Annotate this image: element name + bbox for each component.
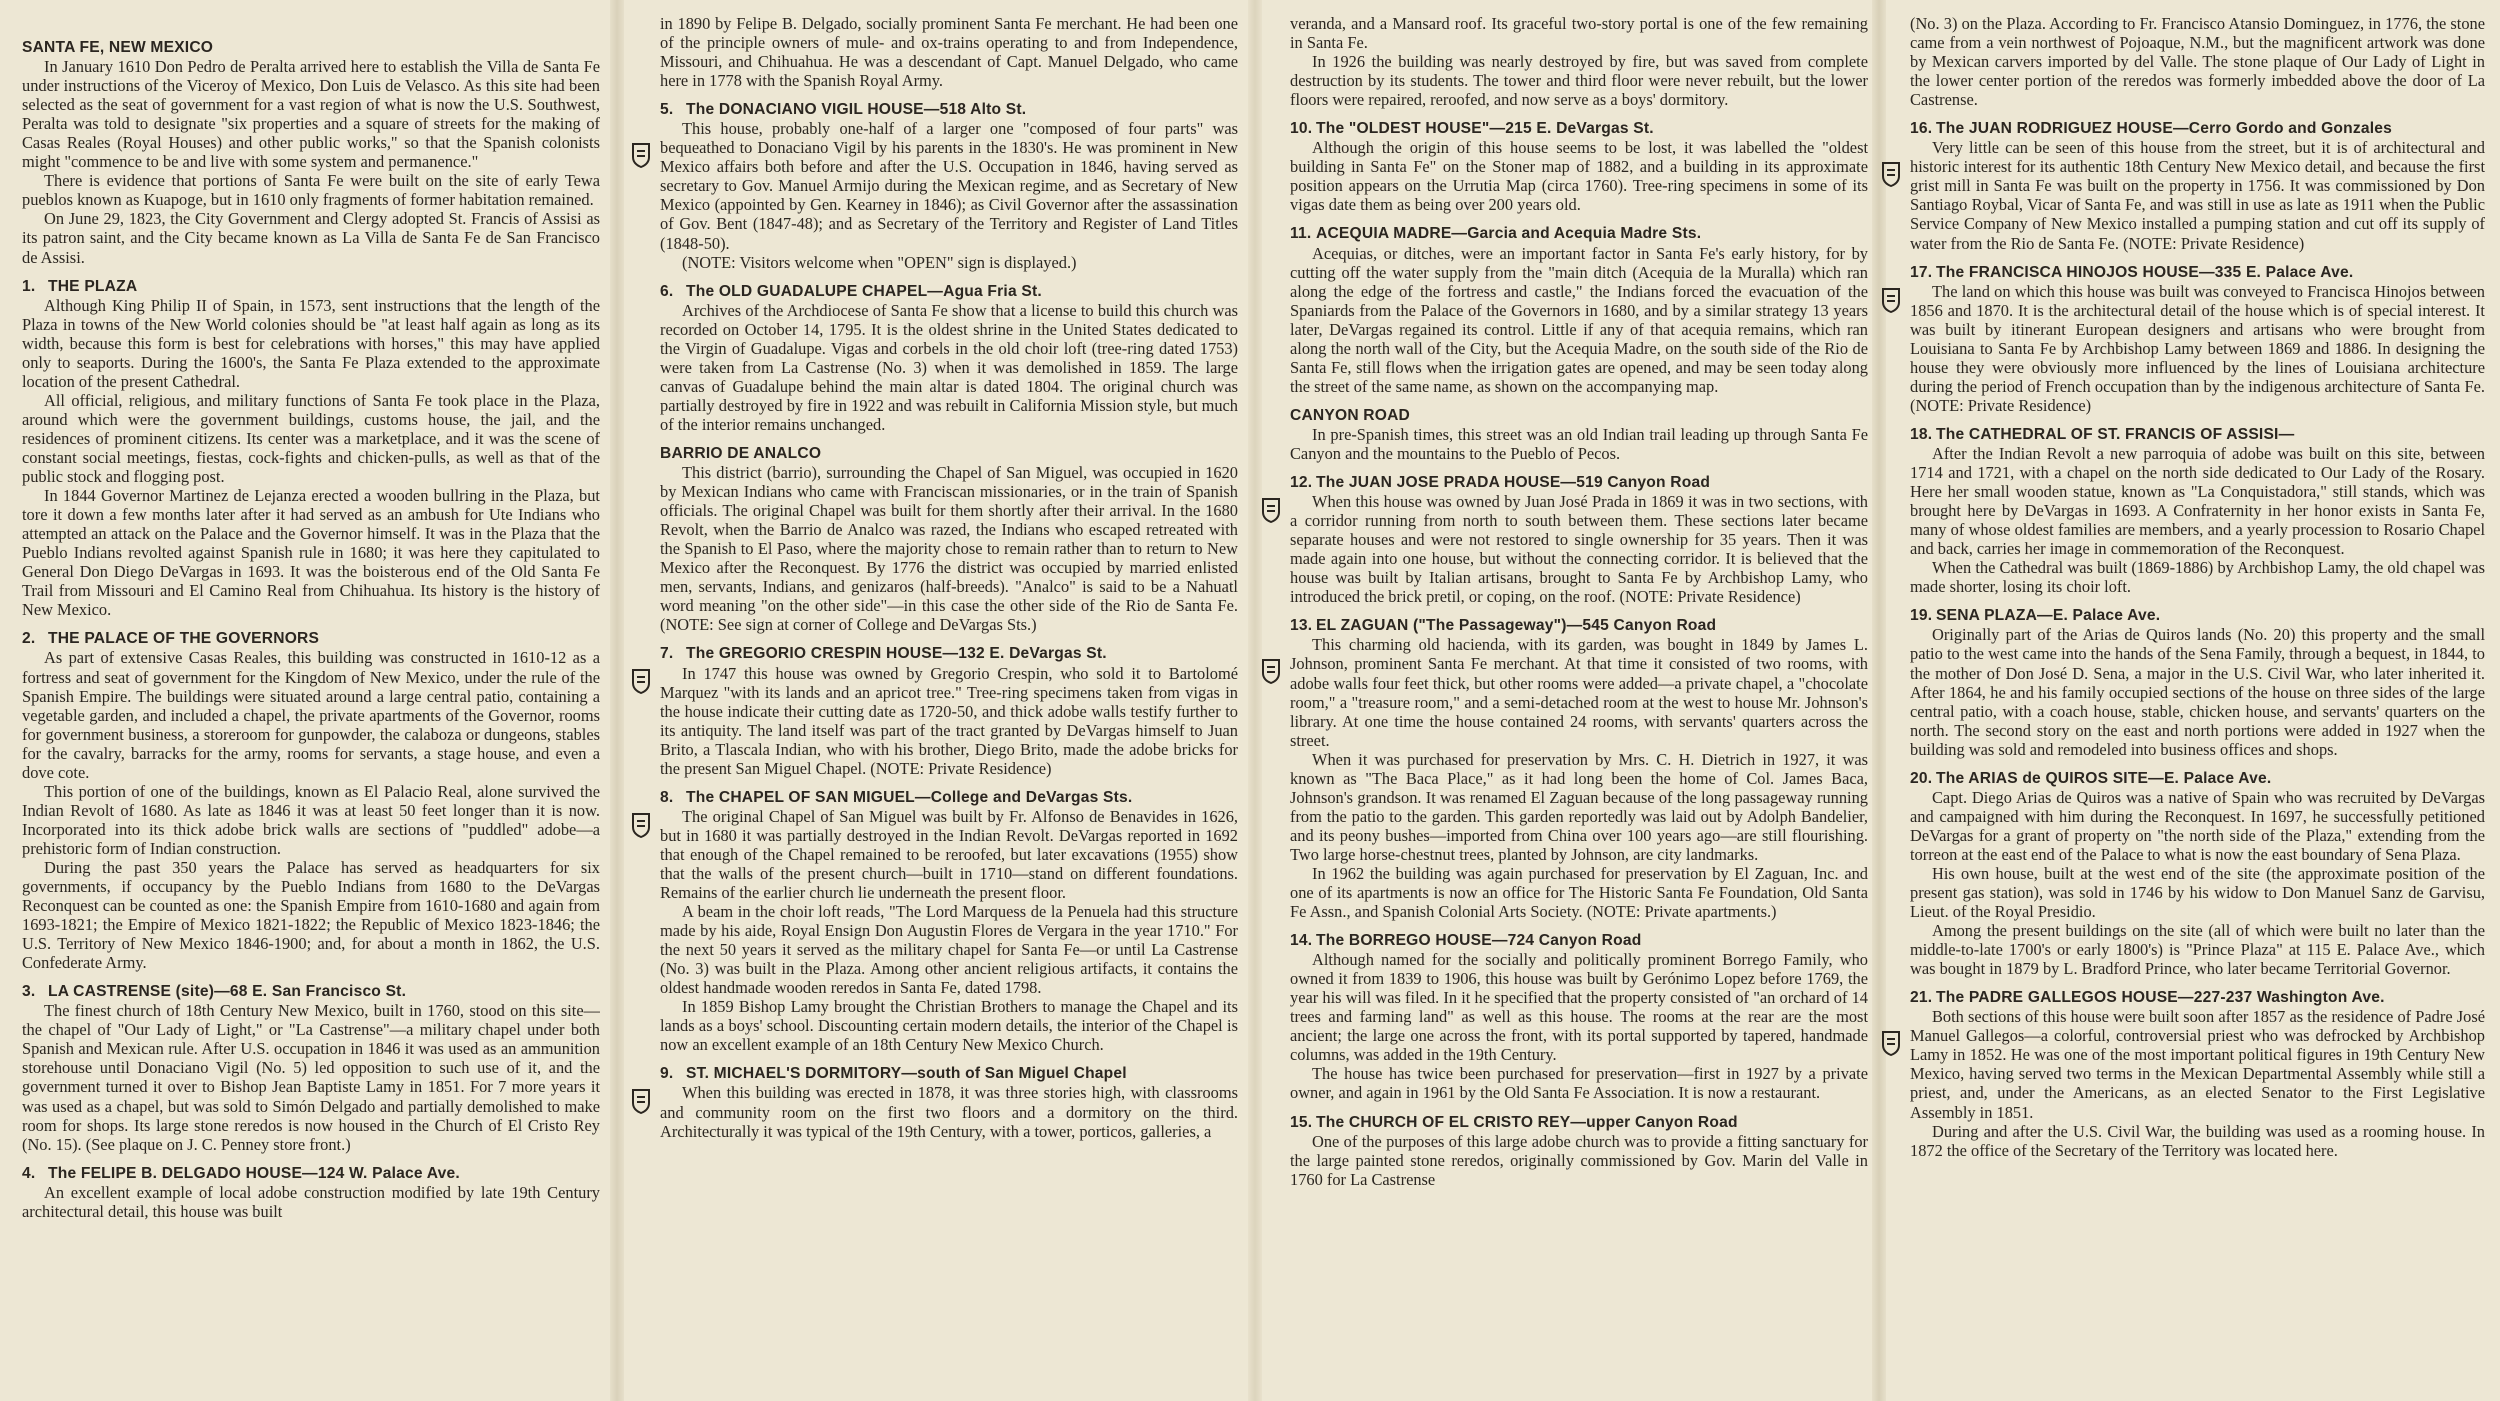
entry-1 xyxy=(22,277,600,620)
entry-title: The DONACIANO VIGIL HOUSE—518 Alto St. xyxy=(686,101,1027,119)
entry-2 xyxy=(22,629,600,972)
entry-paragraph: Acequias, or ditches, were an important factor in Santa Fe's early history, for by cutting off the water supply from the "main ditch (Acequia de la Muralla) which ran along the edge of the fortress and castle," the Indians forced the evacuation of the Spaniards from the Palace of the Governors in 1680, and by a similar strategy 13 years later, DeVargas regained its control. Little if any of that acequia remains, which ran along the north wall of the City, but the Acequia Madre, on the south side of the Rio de Santa Fe, still flows when the irrigation gates are opened, and may be seen today along the street of the same name, as shown on the accompanying map. xyxy=(1290,243,1868,396)
entry-paragraph: In 1859 Bishop Lamy brought the Christian Brothers to manage the Chapel and its lands as a boys' school. Discounting certain modern details, the interior of the Chapel is now an excellent example of an 18th Century New Mexico Church. xyxy=(660,997,1238,1055)
fold-crease xyxy=(610,0,624,1401)
entry-number: 10. xyxy=(1290,120,1313,138)
historic-marker-icon xyxy=(1882,1030,1900,1056)
document-title: SANTA FE, NEW MEXICO xyxy=(22,39,214,56)
entry-4 xyxy=(22,1164,600,1221)
entry-number: 7. xyxy=(660,645,674,663)
entry-paragraph: In 1962 the building was again purchased for preservation by El Zaguan, Inc. and one of its apartments is now an office for The Historic Santa Fe Foundation, Old Santa Fe Assn., and Spanish Colonial Arts Society. (NOTE: Private apartments.) xyxy=(1290,863,1868,922)
entry-paragraph: This house, probably one-half of a larger one "composed of four parts" was bequeathed to Donaciano Vigil by his parents in the 1830's. He was prominent in New Mexico affairs both before and after the U.S. Occupation in 1846, having served as secretary to Gov. Manuel Armijo during the Mexican regime, and as Secretary of New Mexico (appointed by Gen. Kearney in 1846); as Civil Governor after the assassination of Gov. Bent (1847-48); and as Secretary of the Territory and Register of Land Titles (1848-50). xyxy=(660,119,1238,253)
entry-paragraph: Although the origin of this house seems to be lost, it was labelled the "oldest building in Santa Fe" on the Stoner map of 1882, and a building in its approximate position appears on the Urrutia Map (circa 1760). Tree-ring specimens in some of its vigas date them as being over 200 years old. xyxy=(1290,138,1868,215)
fold-crease xyxy=(1872,0,1886,1401)
entry-paragraph: Very little can be seen of this house from the street, but it is of architectural and historic interest for its authentic 18th Century New Mexico detail, and because the first grist mill in Santa Fe was built on the property in 1756. It was commissioned by Don Santiago Roybal, Vicar of Santa Fe, and was still in use as late as 1911 when the Public Service Company of New Mexico installed a pumping station and cut off its supply of water from the Rio de Santa Fe. (NOTE: Private Residence) xyxy=(1910,138,2485,253)
entry-number: 19. xyxy=(1910,607,1933,625)
entry-title: The OLD GUADALUPE CHAPEL—Agua Fria St. xyxy=(686,282,1042,300)
entry-heading xyxy=(660,788,1238,807)
historic-marker-icon xyxy=(1882,161,1900,187)
entry-title: EL ZAGUAN ("The Passageway")—545 Canyon Road xyxy=(1316,617,1717,635)
fold-crease xyxy=(1248,0,1262,1401)
entry-paragraph: Among the present buildings on the site (all of which were built no later than the middle-to-late 1700's or early 1800's) is "Prince Plaza" at 115 E. Palace Ave., which was bought in 1879 by L. Bradford Prince, who later became Territorial Governor. xyxy=(1910,921,2485,979)
entry-title: ACEQUIA MADRE—Garcia and Acequia Madre Sts. xyxy=(1316,225,1702,243)
entry-paragraph: One of the purposes of this large adobe church was to provide a fitting sanctuary for the large painted stone reredos, originally commissioned by Gov. Marin del Valle in 1760 for La Castrense xyxy=(1290,1131,1868,1189)
entry-number: 9. xyxy=(660,1065,674,1083)
entry-paragraph: All official, religious, and military functions of Santa Fe took place in the Plaza, around which were the government buildings, customs house, the jail, and the residences of prominent citizens. Its center was a marketplace, and it was the scene of constant social meetings, fiestas, cock-fights and chicken-pulls, as well as that of the public stock and flogging post. xyxy=(22,390,600,487)
continued-paragraph: veranda, and a Mansard roof. Its graceful two-story portal is one of the few remaining in Santa Fe. xyxy=(1290,14,1868,53)
entry-13 xyxy=(1290,616,1868,921)
entry-title: ST. MICHAEL'S DORMITORY—south of San Miguel Chapel xyxy=(686,1065,1127,1083)
entry-paragraph: When this building was erected in 1878, it was three stories high, with classrooms and community room on the first two floors and a dormitory on the third. Architecturally it was typical of the 19th Century, with a tower, porticos, galleries, a xyxy=(660,1083,1238,1141)
entry-paragraph: His own house, built at the west end of the site (the approximate position of the present gas station), was sold in 1746 by his widow to Don Manuel Sanz de Garvisu, Lieut. of the Royal Presidio. xyxy=(1910,863,2485,922)
entry-number: 15. xyxy=(1290,1113,1313,1131)
entry-paragraph: The house has twice been purchased for preservation—first in 1927 by a private owner, and again in 1961 by the Old Santa Fe Association. It is now a restaurant. xyxy=(1290,1064,1868,1103)
entry-paragraph: During the past 350 years the Palace has served as headquarters for six governments, if occupancy by the Pueblo Indians from 1680 to the DeVargas Reconquest can be counted as one: the Spanish Empire from 1610-1680 and again from 1693-1821; the Empire of Mexico 1821-1822; the Republic of Mexico 1823-1846; the U.S. Territory of New Mexico 1846-1900; and, for about a month in 1862, the U.S. Confederate Army. xyxy=(22,857,600,973)
entry-number: 3. xyxy=(22,983,36,1001)
entry-number: 13. xyxy=(1290,617,1313,635)
section-heading: BARRIO DE ANALCO xyxy=(660,444,822,462)
entry-21 xyxy=(1910,988,2485,1159)
entry-paragraph: A beam in the choir loft reads, "The Lord Marquess de la Penuela had this structure made by his aide, Royal Ensign Don Augustin Flores de Vergara in the year 1710." For the next 50 years it served as the military chapel for Santa Fe—or until La Castrense (No. 3) was built in the Plaza. Among other ancient religious artifacts, it contains the oldest handmade wooden reredos in Santa Fe, dated 1798. xyxy=(660,902,1238,998)
continued-paragraph: (No. 3) on the Plaza. According to Fr. Francisco Atansio Dominguez, in 1776, the stone came from a vein northwest of Pojoaque, N.M., but the magnificent artwork was done by Mexican carvers imported by del Valle. The stone plaque of Our Lady of Light in the lower center portion of the reredos was formerly imbedded above the door of La Castrense. xyxy=(1910,14,2485,110)
entry-paragraph: This portion of one of the buildings, known as El Palacio Real, alone survived the Indian Revolt of 1680. As late as 1846 it was at least 50 feet longer than it is now. Incorporated into its thick adobe brick walls are sections of "puddled" adobe—a prehistoric form of Indian construction. xyxy=(22,781,600,858)
entry-heading xyxy=(1290,616,1868,635)
entry-heading xyxy=(1910,425,2485,444)
entry-heading xyxy=(1290,931,1868,950)
entry-title: The JUAN RODRIGUEZ HOUSE—Cerro Gordo and Gonzales xyxy=(1936,120,2393,138)
entry-paragraph: Originally part of the Arias de Quiros lands (No. 20) this property and the small patio to the west came into the hands of the Sena Family, through a bequest, in 1844, to the mother of Don José D. Sena, a major in the U.S. Civil War, who later inherited it. After 1864, he and his family occupied sections of the house on three sides of the large central patio, with a coach house, stable, chicken house, and servants' quarters on the north. The second story on the east and north portions were added in 1927 when the building was sold and remodeled into business offices and shops. xyxy=(1910,625,2485,759)
entry-3 xyxy=(22,982,600,1153)
entry-paragraph: When this house was owned by Juan José Prada in 1869 it was in two sections, with a corridor running from north to south between them. These sections later became separate houses and were not restored to single ownership for 35 years. Then it was made again into one house, but without the connecting corridor. It is believed that the house was built by Italian artisans, brought to Santa Fe by Archbishop Lamy, who introduced the brick pretil, or coping, on the roof. (NOTE: Private Residence) xyxy=(1290,492,1868,607)
entry-paragraph: The finest church of 18th Century New Mexico, built in 1760, stood on this site—the chapel of "Our Lady of Light," or "La Castrense"—a military chapel under both Spanish and Mexican rule. After U.S. occupation in 1846 it was used as an ammunition storehouse until Donaciano Vigil (No. 5) led opposition to such use of it, and the government turned it over to Bishop Jean Baptiste Lamy in 1851. For 7 more years it was used as a chapel, but was sold to Simón Delgado and partially demolished to make room for shops. Its large stone reredos is now housed in the Church of El Cristo Rey (No. 15). (See plaque on J. C. Penney store front.) xyxy=(22,1001,600,1154)
entry-11 xyxy=(1290,224,1868,395)
entry-16 xyxy=(1910,119,2485,252)
entry-heading xyxy=(1290,224,1868,243)
entry-14 xyxy=(1290,931,1868,1102)
entry-15 xyxy=(1290,1113,1868,1189)
entry-paragraph: Archives of the Archdiocese of Santa Fe show that a license to build this church was recorded on October 14, 1795. It is the oldest shrine in the United States dedicated to the Virgin of Guadalupe. Vigas and corbels in the old choir loft (tree-ring dated 1753) were taken from La Castrense (No. 3) when it was demolished in 1859. The large canvas of Guadalupe behind the main altar is dated 1804. The original church was partially destroyed by fire in 1922 and was rebuilt in California Mission style, but much of the interior remains unchanged. xyxy=(660,300,1238,434)
entry-heading xyxy=(1910,263,2485,282)
entry-title: LA CASTRENSE (site)—68 E. San Francisco St. xyxy=(48,983,407,1001)
entry-title: The CHAPEL OF SAN MIGUEL—College and DeVargas Sts. xyxy=(686,788,1133,806)
entry-paragraph: This charming old hacienda, with its garden, was bought in 1849 by James L. Johnson, prominent Santa Fe merchant. At that time it consisted of two rooms, with adobe walls four feet thick, but other rooms were added—a private chapel, a "chocolate room," a "treasure room," and a semi-detached room at the west to house Mr. Johnson's library. At one time the house contained 24 rooms, with servants' quarters across the street. xyxy=(1290,635,1868,750)
entry-paragraph: An excellent example of local adobe construction modified by late 19th Century architectural detail, this house was built xyxy=(22,1182,600,1221)
entry-heading xyxy=(22,629,600,648)
entry-number: 21. xyxy=(1910,989,1933,1007)
panel-4 xyxy=(1910,14,2485,1394)
entry-number: 2. xyxy=(22,630,36,648)
panel-1 xyxy=(22,14,600,1394)
entry-heading xyxy=(22,982,600,1001)
entry-title: The CATHEDRAL OF ST. FRANCIS OF ASSISI— xyxy=(1936,425,2295,443)
entry-title: THE PLAZA xyxy=(48,277,138,295)
panel-3 xyxy=(1290,14,1868,1394)
entry-18 xyxy=(1910,425,2485,596)
entry-paragraph: After the Indian Revolt a new parroquia of adobe was built on this site, between 1714 and 1721, with a chapel on the north side dedicated to Our Lady of the Rosary. Here her small wooden statue, known as "La Conquistadora," still stands, which was brought here by DeVargas in 1693. A Confraternity in her honor exists in Santa Fe, many of whose oldest families are members, and a yearly procession to Rosario Chapel and back, carries her image in commemoration of the Reconquest. xyxy=(1910,443,2485,559)
entry-7 xyxy=(660,644,1238,777)
entry-5 xyxy=(660,100,1238,271)
entry-title: The BORREGO HOUSE—724 Canyon Road xyxy=(1316,932,1642,950)
entry-heading xyxy=(1910,988,2485,1007)
canyon-road-section xyxy=(1290,406,1868,463)
continued-paragraph: In 1926 the building was nearly destroyed by fire, but was saved from complete destruction by its students. The tower and third floor were never rebuilt, but the lower floors were repaired, reroofed, and now serve as a boys' dormitory. xyxy=(1290,52,1868,110)
entry-title: SENA PLAZA—E. Palace Ave. xyxy=(1936,607,2161,625)
entry-number: 5. xyxy=(660,101,674,119)
entry-heading xyxy=(1910,769,2485,788)
entry-6 xyxy=(660,282,1238,434)
entry-paragraph: As part of extensive Casas Reales, this building was constructed in 1610-12 as a fortress and seat of government for the Kingdom of New Mexico, under the rule of the Spanish Empire. The buildings were situated around a large central patio, containing a vegetable garden, and included a chapel, the private apartments of the Governor, rooms for government business, a storeroom for gunpowder, the calaboza or dungeons, stables for the cavalry, barracks for the army, rooms for servants, a stage house, and even a dove cote. xyxy=(22,648,600,782)
barrio-de-analco-section xyxy=(660,444,1238,634)
entry-17 xyxy=(1910,263,2485,415)
entry-title: THE PALACE OF THE GOVERNORS xyxy=(48,630,320,648)
entry-heading xyxy=(660,1064,1238,1083)
entry-19 xyxy=(1910,606,2485,758)
entry-number: 1. xyxy=(22,277,36,295)
entry-title: The FRANCISCA HINOJOS HOUSE—335 E. Palace Ave. xyxy=(1936,263,2354,281)
historic-marker-icon xyxy=(632,668,650,694)
entry-heading xyxy=(660,100,1238,119)
entry-paragraph: Both sections of this house were built soon after 1857 as the residence of Padre José Manuel Gallegos—a colorful, controversial priest who was defrocked by Archbishop Lamy in 1852. He was one of the most important political figures in 19th Century New Mexico, having served two terms in the Mexican Departmental Assembly while still a priest, and, under the Americans, as an elected Senator to the First Legislative Assembly in 1851. xyxy=(1910,1007,2485,1122)
entry-number: 11. xyxy=(1290,225,1312,243)
entry-20 xyxy=(1910,769,2485,979)
historic-marker-icon xyxy=(1262,497,1280,523)
historic-marker-icon xyxy=(632,1088,650,1114)
entry-paragraph: Although King Philip II of Spain, in 1573, sent instructions that the length of the Plaza in towns of the New World colonies should be "at least half again as long as its width, because this form is best for celebrations with horses," this may have applied only to seaports. During the 1600's, the Santa Fe Plaza extended to the approximate location of the present Cathedral. xyxy=(22,295,600,391)
entry-title: The JUAN JOSE PRADA HOUSE—519 Canyon Road xyxy=(1316,474,1711,492)
entry-heading xyxy=(22,1164,600,1183)
entry-title: The GREGORIO CRESPIN HOUSE—132 E. DeVargas St. xyxy=(686,645,1107,663)
historic-marker-icon xyxy=(1262,658,1280,684)
entry-title: The "OLDEST HOUSE"—215 E. DeVargas St. xyxy=(1316,120,1654,138)
historic-marker-icon xyxy=(632,142,650,168)
intro-paragraph: There is evidence that portions of Santa Fe were built on the site of early Tewa pueblos known as Kuapoge, but in 1610 only fragments of former habitation remained. xyxy=(22,171,600,210)
entry-number: 14. xyxy=(1290,932,1313,950)
entry-10 xyxy=(1290,119,1868,214)
entry-number: 17. xyxy=(1910,263,1933,281)
entry-title: The CHURCH OF EL CRISTO REY—upper Canyon Road xyxy=(1316,1113,1738,1131)
entry-heading xyxy=(1290,473,1868,492)
entry-number: 18. xyxy=(1910,425,1933,443)
entry-number: 4. xyxy=(22,1164,36,1182)
entry-12 xyxy=(1290,473,1868,606)
entry-heading xyxy=(660,282,1238,301)
intro-paragraph: In January 1610 Don Pedro de Peralta arrived here to establish the Villa de Santa Fe under instructions of the Viceroy of Mexico, Don Luis de Velasco. As this site had been selected as the seat of government for a vast region of what is now the U.S. Southwest, Peralta was told to designate "six properties and a square of streets for the making of Casas Reales (Royal Houses) and other public works," so that the Spanish colonists might "commence to be and live with some system and permanence." xyxy=(22,57,600,172)
entry-paragraph: In pre-Spanish times, this street was an old Indian trail leading up through Santa Fe Canyon and the mountains to the Pueblo of Pecos. xyxy=(1290,424,1868,463)
entry-heading xyxy=(22,277,600,296)
entry-paragraph: This district (barrio), surrounding the Chapel of San Miguel, was occupied in 1620 by Mexican Indians who came with Franciscan missionaries, or in the train of Spanish officials. The original Chapel was built for them shortly after their arrival. In the 1680 Revolt, when the Barrio de Analco was razed, the Indians who escaped retreated with the Spanish to El Paso, where the majority chose to remain rather than to return to New Mexico after the Reconquest. By 1776 the district was occupied by married enlisted men, servants, Indians, and genizaros (half-breeds). "Analco" is said to be a Nahuatl word meaning "on the other side"—in this case the other side of the Rio de Santa Fe. (NOTE: See sign at corner of College and DeVargas Sts.) xyxy=(660,463,1238,635)
entry-number: 16. xyxy=(1910,120,1933,138)
entry-heading xyxy=(1910,606,2485,625)
entry-9 xyxy=(660,1064,1238,1140)
entry-paragraph: (NOTE: Visitors welcome when "OPEN" sign is displayed.) xyxy=(682,252,1077,272)
entry-paragraph: When the Cathedral was built (1869-1886) by Archbishop Lamy, the old chapel was made shorter, losing its choir loft. xyxy=(1910,558,2485,597)
entry-number: 12. xyxy=(1290,474,1313,492)
entry-paragraph: In 1747 this house was owned by Gregorio Crespin, who sold it to Bartolomé Marquez "with its lands and an apricot tree." Tree-ring specimens taken from vigas in the house indicate their cutting date as 1720-50, and thick adobe walls testify further to its antiquity. The land itself was part of the tract granted by DeVargas himself to Juan Brito, a Tlascala Indian, who with his brother, Diego Brito, made the adobe bricks for the present San Miguel Chapel. (NOTE: Private Residence) xyxy=(660,663,1238,778)
entry-paragraph: During and after the U.S. Civil War, the building was used as a rooming house. In 1872 the office of the Secretary of the Territory was located here. xyxy=(1910,1121,2485,1160)
section-heading: CANYON ROAD xyxy=(1290,406,1411,424)
intro-paragraph: On June 29, 1823, the City Government and Clergy adopted St. Francis of Assisi as its patron saint, and the City became known as La Villa de Santa Fe de San Francisco de Assisi. xyxy=(22,209,600,267)
entry-8 xyxy=(660,788,1238,1055)
entry-heading xyxy=(1290,1113,1868,1132)
entry-paragraph: The original Chapel of San Miguel was built by Fr. Alfonso de Benavides in 1626, but in 1680 it was partially destroyed in the Indian Revolt. DeVargas reported in 1692 that enough of the Chapel remained to be reroofed, but later excavations (1955) show that the walls of the present church—built in 1710—stand on different foundations. Remains of the earlier church lie underneath the present floor. xyxy=(660,806,1238,903)
entry-paragraph: Capt. Diego Arias de Quiros was a native of Spain who was recruited by DeVargas and campaigned with him during the Reconquest. In 1697, he successfully petitioned DeVargas for a grant of property on "the north side of the Plaza," extending from the torreon at the east end of the Palace to what is now the east boundary of Sena Plaza. xyxy=(1910,787,2485,864)
entry-paragraph: The land on which this house was built was conveyed to Francisca Hinojos between 1856 and 1870. It is the architectural detail of the house which is of special interest. It was built by itinerant European designers and artisans who were brought from Louisiana to Santa Fe by Archbishop Lamy between 1869 and 1886. In designing the house they were obviously more influenced by the lines of Louisiana architecture during the period of French occupation than by the indigenous architecture of Santa Fe. (NOTE: Private Residence) xyxy=(1910,281,2485,415)
entry-title: The ARIAS de QUIROS SITE—E. Palace Ave. xyxy=(1936,769,2272,787)
panel-2 xyxy=(660,14,1238,1394)
entry-paragraph: In 1844 Governor Martinez de Lejanza erected a wooden bullring in the Plaza, but tore it down a few months later after it had served as an ambush for Ute Indians who attempted an attack on the Palace and the Governor himself. It was in the Plaza that the Pueblo Indians revolted against Spanish rule in 1680; it was here they capitulated to General Don Diego DeVargas in 1693. It was the boisterous end of the Old Santa Fe Trail from Missouri and El Camino Real from Chihuahua. Its history is the history of New Mexico. xyxy=(22,486,600,620)
entry-title: The PADRE GALLEGOS HOUSE—227-237 Washington Ave. xyxy=(1936,989,2385,1007)
historic-marker-icon xyxy=(632,812,650,838)
entry-paragraph: When it was purchased for preservation by Mrs. C. H. Dietrich in 1927, it was known as "The Baca Place," as it had long been the home of Col. James Baca, Johnson's grandson. It was renamed El Zaguan because of the long passageway running from the patio to the garden. This garden reportedly was laid out by Adolph Bandelier, and its peony bushes—imported from China over 100 years ago—are still flourishing. Two large horse-chestnut trees, planted by Johnson, are city landmarks. xyxy=(1290,749,1868,864)
entry-number: 20. xyxy=(1910,769,1933,787)
historic-marker-icon xyxy=(1882,287,1900,313)
entry-heading xyxy=(1290,119,1868,138)
entry-paragraph: Although named for the socially and politically prominent Borrego Family, who owned it from 1839 to 1906, this house was built by Gerónimo Lopez before 1769, the year his will was filed. In it he specified that the property consisted of "an orchard of 14 trees and farming land" as well as this house. The rooms at the rear are the most ancient; the large one across the front, with its portal supported by tapered, handmade columns, was added in the 19th Century. xyxy=(1290,950,1868,1065)
entry-heading xyxy=(660,644,1238,663)
entry-heading xyxy=(1910,119,2485,138)
entry-number: 6. xyxy=(660,282,674,300)
continued-paragraph: in 1890 by Felipe B. Delgado, socially prominent Santa Fe merchant. He had been one of the principle owners of mule- and ox-trains operating to and from Independence, Missouri, and Chihuahua. He was a descendant of Capt. Manuel Delgado, who came here in 1778 with the Spanish Royal Army. xyxy=(660,14,1238,91)
entry-title: The FELIPE B. DELGADO HOUSE—124 W. Palace Ave. xyxy=(48,1164,460,1182)
entry-number: 8. xyxy=(660,788,674,806)
